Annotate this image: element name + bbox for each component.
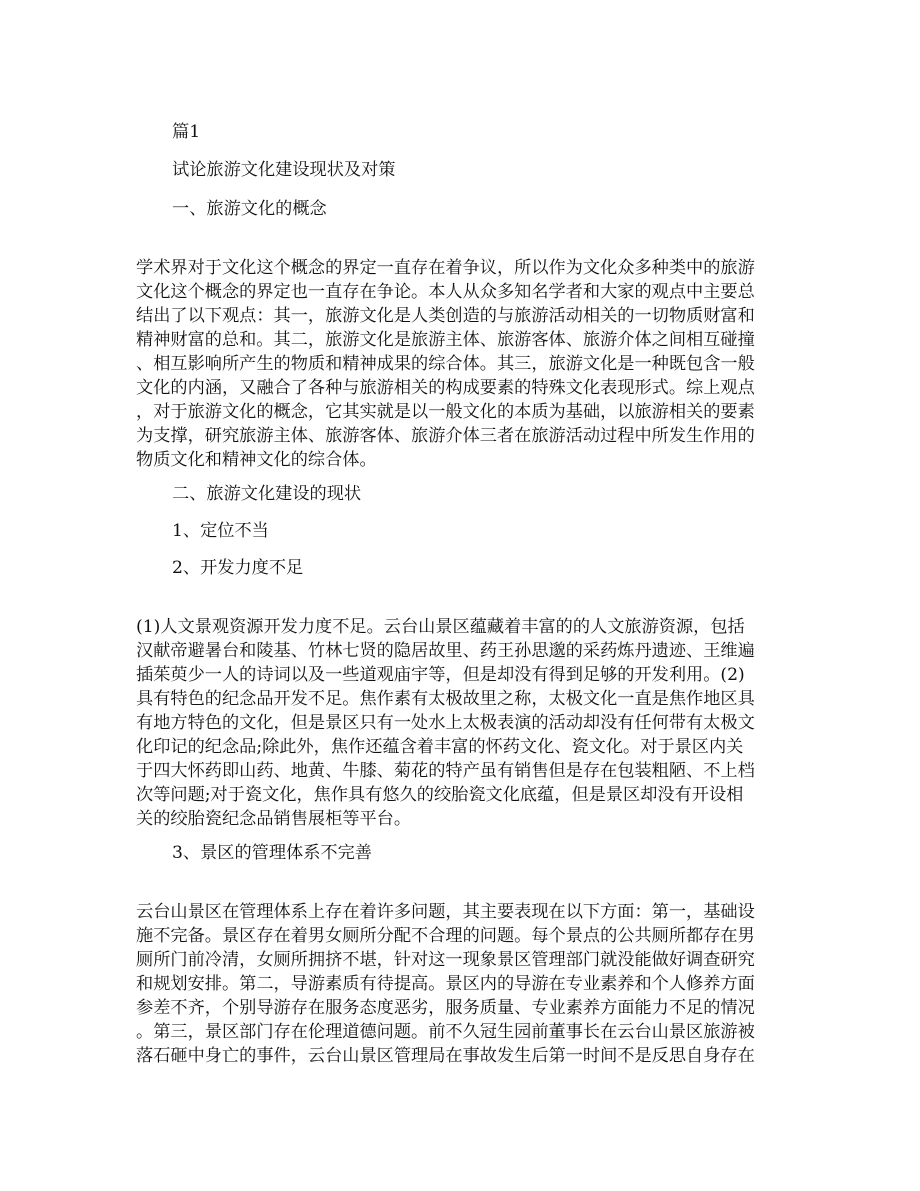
paragraph-line: 物质文化和精神文化的综合体。 xyxy=(136,450,377,470)
paragraph-line: 有地方特色的文化，但是景区只有一处水上太极表演的活动却没有任何带有太极文 xyxy=(136,713,755,733)
paragraph-line: 落石砸中身亡的事件，云台山景区管理局在事故发生后第一时间不是反思自身存在 xyxy=(136,1046,755,1066)
paragraph-line: 文化这个概念的界定也一直存在争论。本人从众多知名学者和大家的观点中主要总 xyxy=(136,282,755,302)
paragraph-line: ，对于旅游文化的概念，它其实就是以一般文化的本质为基础，以旅游相关的要素 xyxy=(136,402,755,422)
paragraph-line: (1)人文景观资源开发力度不足。云台山景区蕴藏着丰富的的人文旅游资源，包括 xyxy=(136,617,745,637)
section-heading-1: 一、旅游文化的概念 xyxy=(172,199,327,219)
paragraph-line: 。第三，景区部门存在伦理道德问题。前不久冠生园前董事长在云台山景区旅游被 xyxy=(136,1022,755,1042)
paragraph-line: 云台山景区在管理体系上存在着许多问题，其主要表现在以下方面：第一，基础设 xyxy=(136,902,755,922)
paragraph-line: 具有特色的纪念品开发不足。焦作素有太极故里之称，太极文化一直是焦作地区具 xyxy=(136,689,755,709)
page-title: 试论旅游文化建设现状及对策 xyxy=(172,160,396,180)
paragraph-line: 为支撑，研究旅游主体、旅游客体、旅游介体三者在旅游活动过程中所发生作用的 xyxy=(136,426,755,446)
paragraph-line: 关的绞胎瓷纪念品销售展柜等平台。 xyxy=(136,809,412,829)
paragraph-line: 汉献帝避暑台和陵基、竹林七贤的隐居故里、药王孙思邈的采药炼丹遗迹、王维遍 xyxy=(136,641,755,661)
paragraph-line: 结出了以下观点：其一，旅游文化是人类创造的与旅游活动相关的一切物质财富和 xyxy=(136,306,755,326)
paragraph-line: 精神财富的总和。其二，旅游文化是旅游主体、旅游客体、旅游介体之间相互碰撞 xyxy=(136,330,755,350)
paragraph-line: 于四大怀药即山药、地黄、牛膝、菊花的特产虽有销售但是存在包装粗陋、不上档 xyxy=(136,761,755,781)
paragraph-line: 和规划安排。第二，导游素质有待提高。景区内的导游在专业素养和个人修养方面 xyxy=(136,974,755,994)
paragraph-line: 学术界对于文化这个概念的界定一直存在着争议，所以作为文化众多种类中的旅游 xyxy=(136,258,755,278)
paragraph-line: 参差不齐，个别导游存在服务态度恶劣，服务质量、专业素养方面能力不足的情况 xyxy=(136,998,755,1018)
paragraph-line: 次等问题;对于瓷文化，焦作具有悠久的绞胎瓷文化底蕴，但是景区却没有开设相 xyxy=(136,785,744,805)
paragraph-line: 厕所门前冷清，女厕所拥挤不堪，针对这一现象景区管理部门就没能做好调查研究 xyxy=(136,950,755,970)
list-item-1: 1、定位不当 xyxy=(172,521,269,541)
paragraph-line: 化印记的纪念品;除此外，焦作还蕴含着丰富的怀药文化、瓷文化。对于景区内关 xyxy=(136,737,744,757)
paragraph-line: 、相互影响所产生的物质和精神成果的综合体。其三，旅游文化是一种既包含一般 xyxy=(136,354,755,374)
list-item-2: 2、开发力度不足 xyxy=(172,558,304,578)
paragraph-line: 插茱萸少一人的诗词以及一些道观庙宇等，但是却没有得到足够的开发利用。(2) xyxy=(136,665,745,685)
list-item-3: 3、景区的管理体系不完善 xyxy=(172,843,372,863)
paragraph-line: 文化的内涵，又融合了各种与旅游相关的构成要素的特殊文化表现形式。综上观点 xyxy=(136,378,755,398)
section-label: 篇1 xyxy=(172,122,201,142)
section-heading-2: 二、旅游文化建设的现状 xyxy=(172,484,362,504)
paragraph-line: 施不完备。景区存在着男女厕所分配不合理的问题。每个景点的公共厕所都存在男 xyxy=(136,926,755,946)
